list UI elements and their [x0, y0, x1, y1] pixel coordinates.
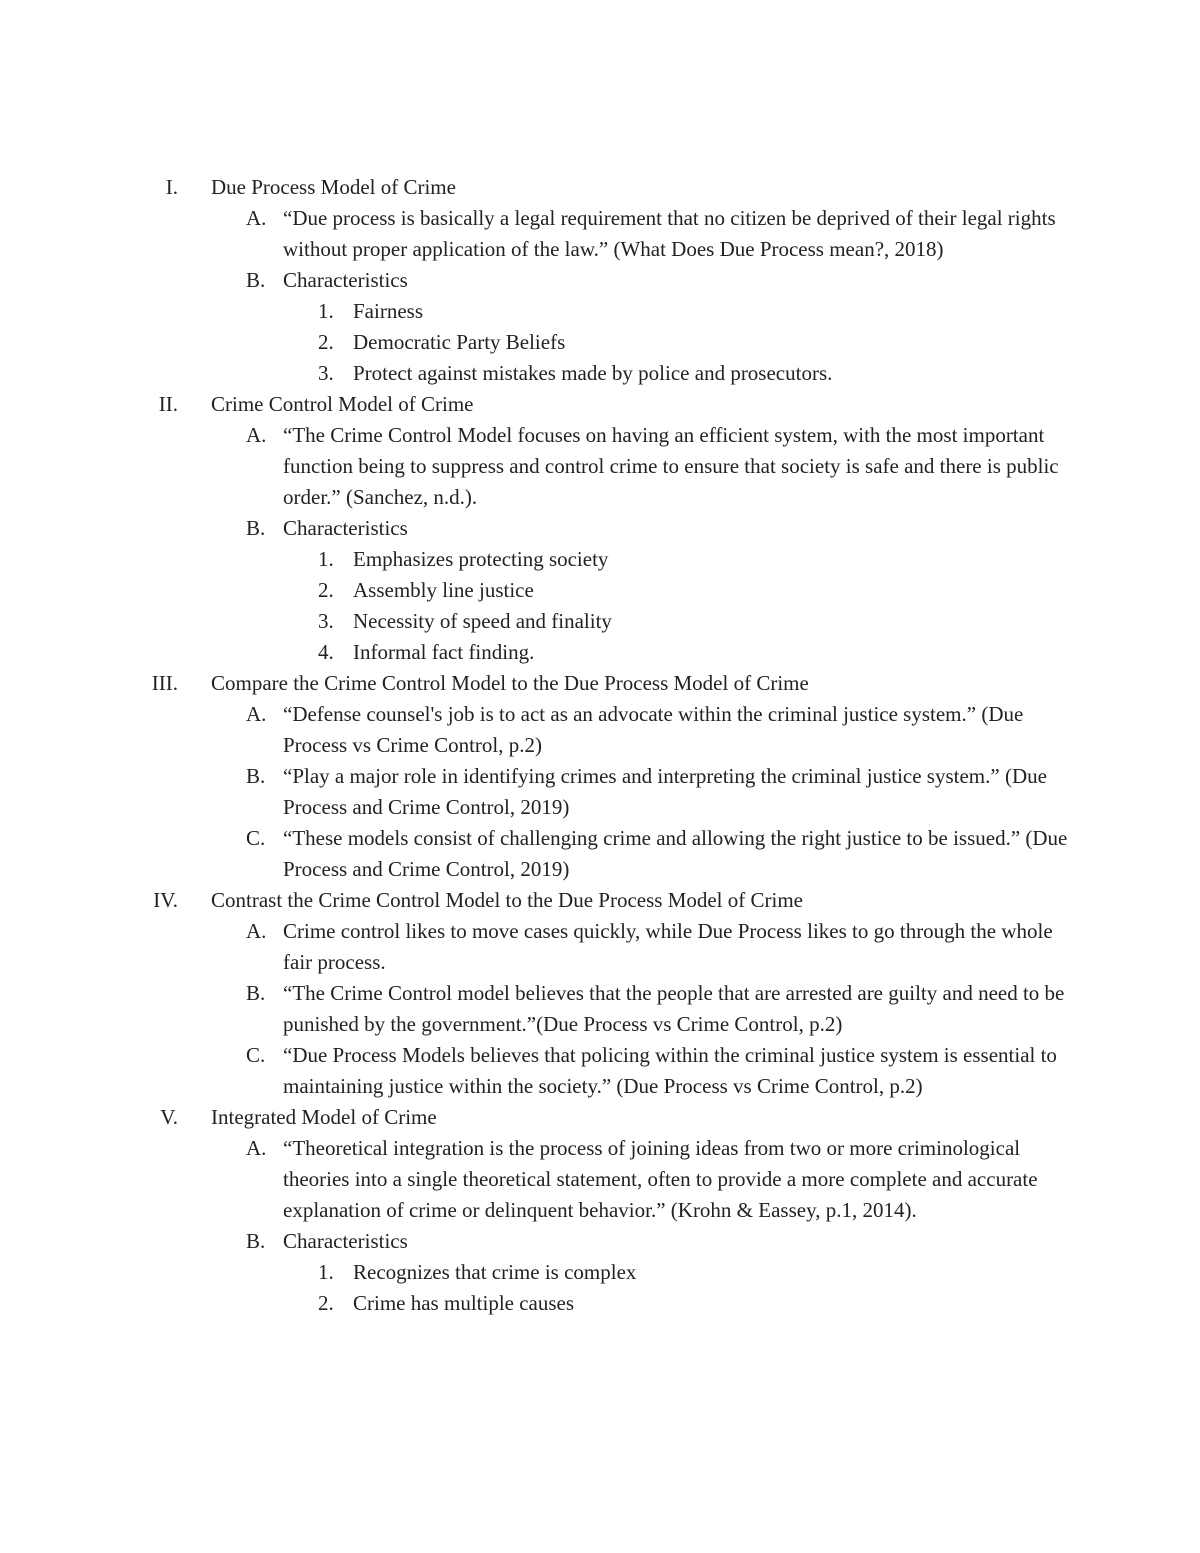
subitem-marker: 2.	[318, 330, 334, 354]
outline-item	[0, 1226, 1200, 1257]
outline-section-heading	[0, 389, 1200, 420]
item-text: “Theoretical integration is the process of joining ideas from two or more criminological theories into a single theoretical statement, often to provide a more complete and accurate explanation of crime or delinquent behavior.” (Krohn & Eassey, p.1, 2014).	[283, 1136, 1038, 1222]
section-marker: I.	[165, 175, 178, 199]
item-text: Characteristics	[283, 1229, 408, 1253]
subitem-text: Necessity of speed and finality	[353, 609, 612, 633]
subitem-marker: 2.	[318, 1291, 334, 1315]
outline-subitem	[0, 1257, 1200, 1288]
outline-item	[0, 699, 1200, 761]
section-title: Compare the Crime Control Model to the Due Process Model of Crime	[211, 671, 809, 695]
item-text: Crime control likes to move cases quickly, while Due Process likes to go through the whole fair process.	[283, 919, 1053, 974]
subitem-text: Fairness	[353, 299, 423, 323]
outline-item	[0, 823, 1200, 885]
item-marker: A.	[246, 206, 267, 230]
item-text: “Due process is basically a legal requirement that no citizen be deprived of their legal rights without proper application of the law.” (What Does Due Process mean?, 2018)	[283, 206, 1056, 261]
outline-section-heading	[0, 1102, 1200, 1133]
outline-item	[0, 513, 1200, 544]
outline-subitem	[0, 327, 1200, 358]
outline-item	[0, 1133, 1200, 1226]
item-marker: A.	[246, 1136, 267, 1160]
subitem-text: Democratic Party Beliefs	[353, 330, 566, 354]
item-text: “The Crime Control Model focuses on having an efficient system, with the most important function being to suppress and control crime to ensure that society is safe and there is public order.” (Sanchez, n.d.).	[283, 423, 1059, 509]
subitem-marker: 1.	[318, 299, 334, 323]
item-text: “Due Process Models believes that policing within the criminal justice system is essential to maintaining justice within the society.” (Due Process vs Crime Control, p.2)	[283, 1043, 1057, 1098]
section-marker: V.	[160, 1105, 178, 1129]
subitem-marker: 2.	[318, 578, 334, 602]
item-marker: B.	[246, 764, 266, 788]
subitem-text: Crime has multiple causes	[353, 1291, 575, 1315]
outline-section-heading	[0, 172, 1200, 203]
item-marker: B.	[246, 516, 266, 540]
item-text: “Play a major role in identifying crimes and interpreting the criminal justice system.” (Due Process and Crime Control, 2019)	[283, 764, 1047, 819]
outline-item	[0, 265, 1200, 296]
outline-subitem	[0, 575, 1200, 606]
subitem-marker: 1.	[318, 547, 334, 571]
item-marker: B.	[246, 1229, 266, 1253]
item-marker: A.	[246, 702, 267, 726]
outline-subitem	[0, 606, 1200, 637]
outline-item	[0, 761, 1200, 823]
outline-section-heading	[0, 885, 1200, 916]
section-marker: III.	[151, 671, 178, 695]
section-title: Integrated Model of Crime	[211, 1105, 437, 1129]
item-text: Characteristics	[283, 516, 408, 540]
item-marker: B.	[246, 981, 266, 1005]
outline-item	[0, 1040, 1200, 1102]
outline-item	[0, 420, 1200, 513]
outline-item	[0, 978, 1200, 1040]
subitem-marker: 4.	[318, 640, 334, 664]
outline-subitem	[0, 637, 1200, 668]
item-text: “These models consist of challenging crime and allowing the right justice to be issued.” (Due Process and Crime Control, 2019)	[283, 826, 1068, 881]
outline-item	[0, 916, 1200, 978]
subitem-text: Emphasizes protecting society	[353, 547, 609, 571]
item-marker: C.	[246, 1043, 266, 1067]
outline-subitem	[0, 296, 1200, 327]
subitem-text: Assembly line justice	[353, 578, 534, 602]
section-title: Crime Control Model of Crime	[211, 392, 474, 416]
subitem-marker: 3.	[318, 361, 334, 385]
subitem-marker: 3.	[318, 609, 334, 633]
outline-subitem	[0, 544, 1200, 575]
item-marker: A.	[246, 919, 267, 943]
item-text: Characteristics	[283, 268, 408, 292]
subitem-text: Recognizes that crime is complex	[353, 1260, 637, 1284]
outline-subitem	[0, 358, 1200, 389]
item-marker: C.	[246, 826, 266, 850]
subitem-text: Informal fact finding.	[353, 640, 535, 664]
outline-item	[0, 203, 1200, 265]
item-text: “Defense counsel's job is to act as an advocate within the criminal justice system.” (Due Process vs Crime Control, p.2)	[283, 702, 1024, 757]
document-outline	[0, 172, 1200, 1319]
subitem-marker: 1.	[318, 1260, 334, 1284]
outline-subitem	[0, 1288, 1200, 1319]
section-title: Contrast the Crime Control Model to the Due Process Model of Crime	[211, 888, 803, 912]
outline-section-heading	[0, 668, 1200, 699]
item-marker: A.	[246, 423, 267, 447]
section-title: Due Process Model of Crime	[211, 175, 456, 199]
item-marker: B.	[246, 268, 266, 292]
section-marker: II.	[158, 392, 178, 416]
subitem-text: Protect against mistakes made by police and prosecutors.	[353, 361, 833, 385]
item-text: “The Crime Control model believes that the people that are arrested are guilty and need to be punished by the government.”(Due Process vs Crime Control, p.2)	[283, 981, 1065, 1036]
section-marker: IV.	[153, 888, 178, 912]
